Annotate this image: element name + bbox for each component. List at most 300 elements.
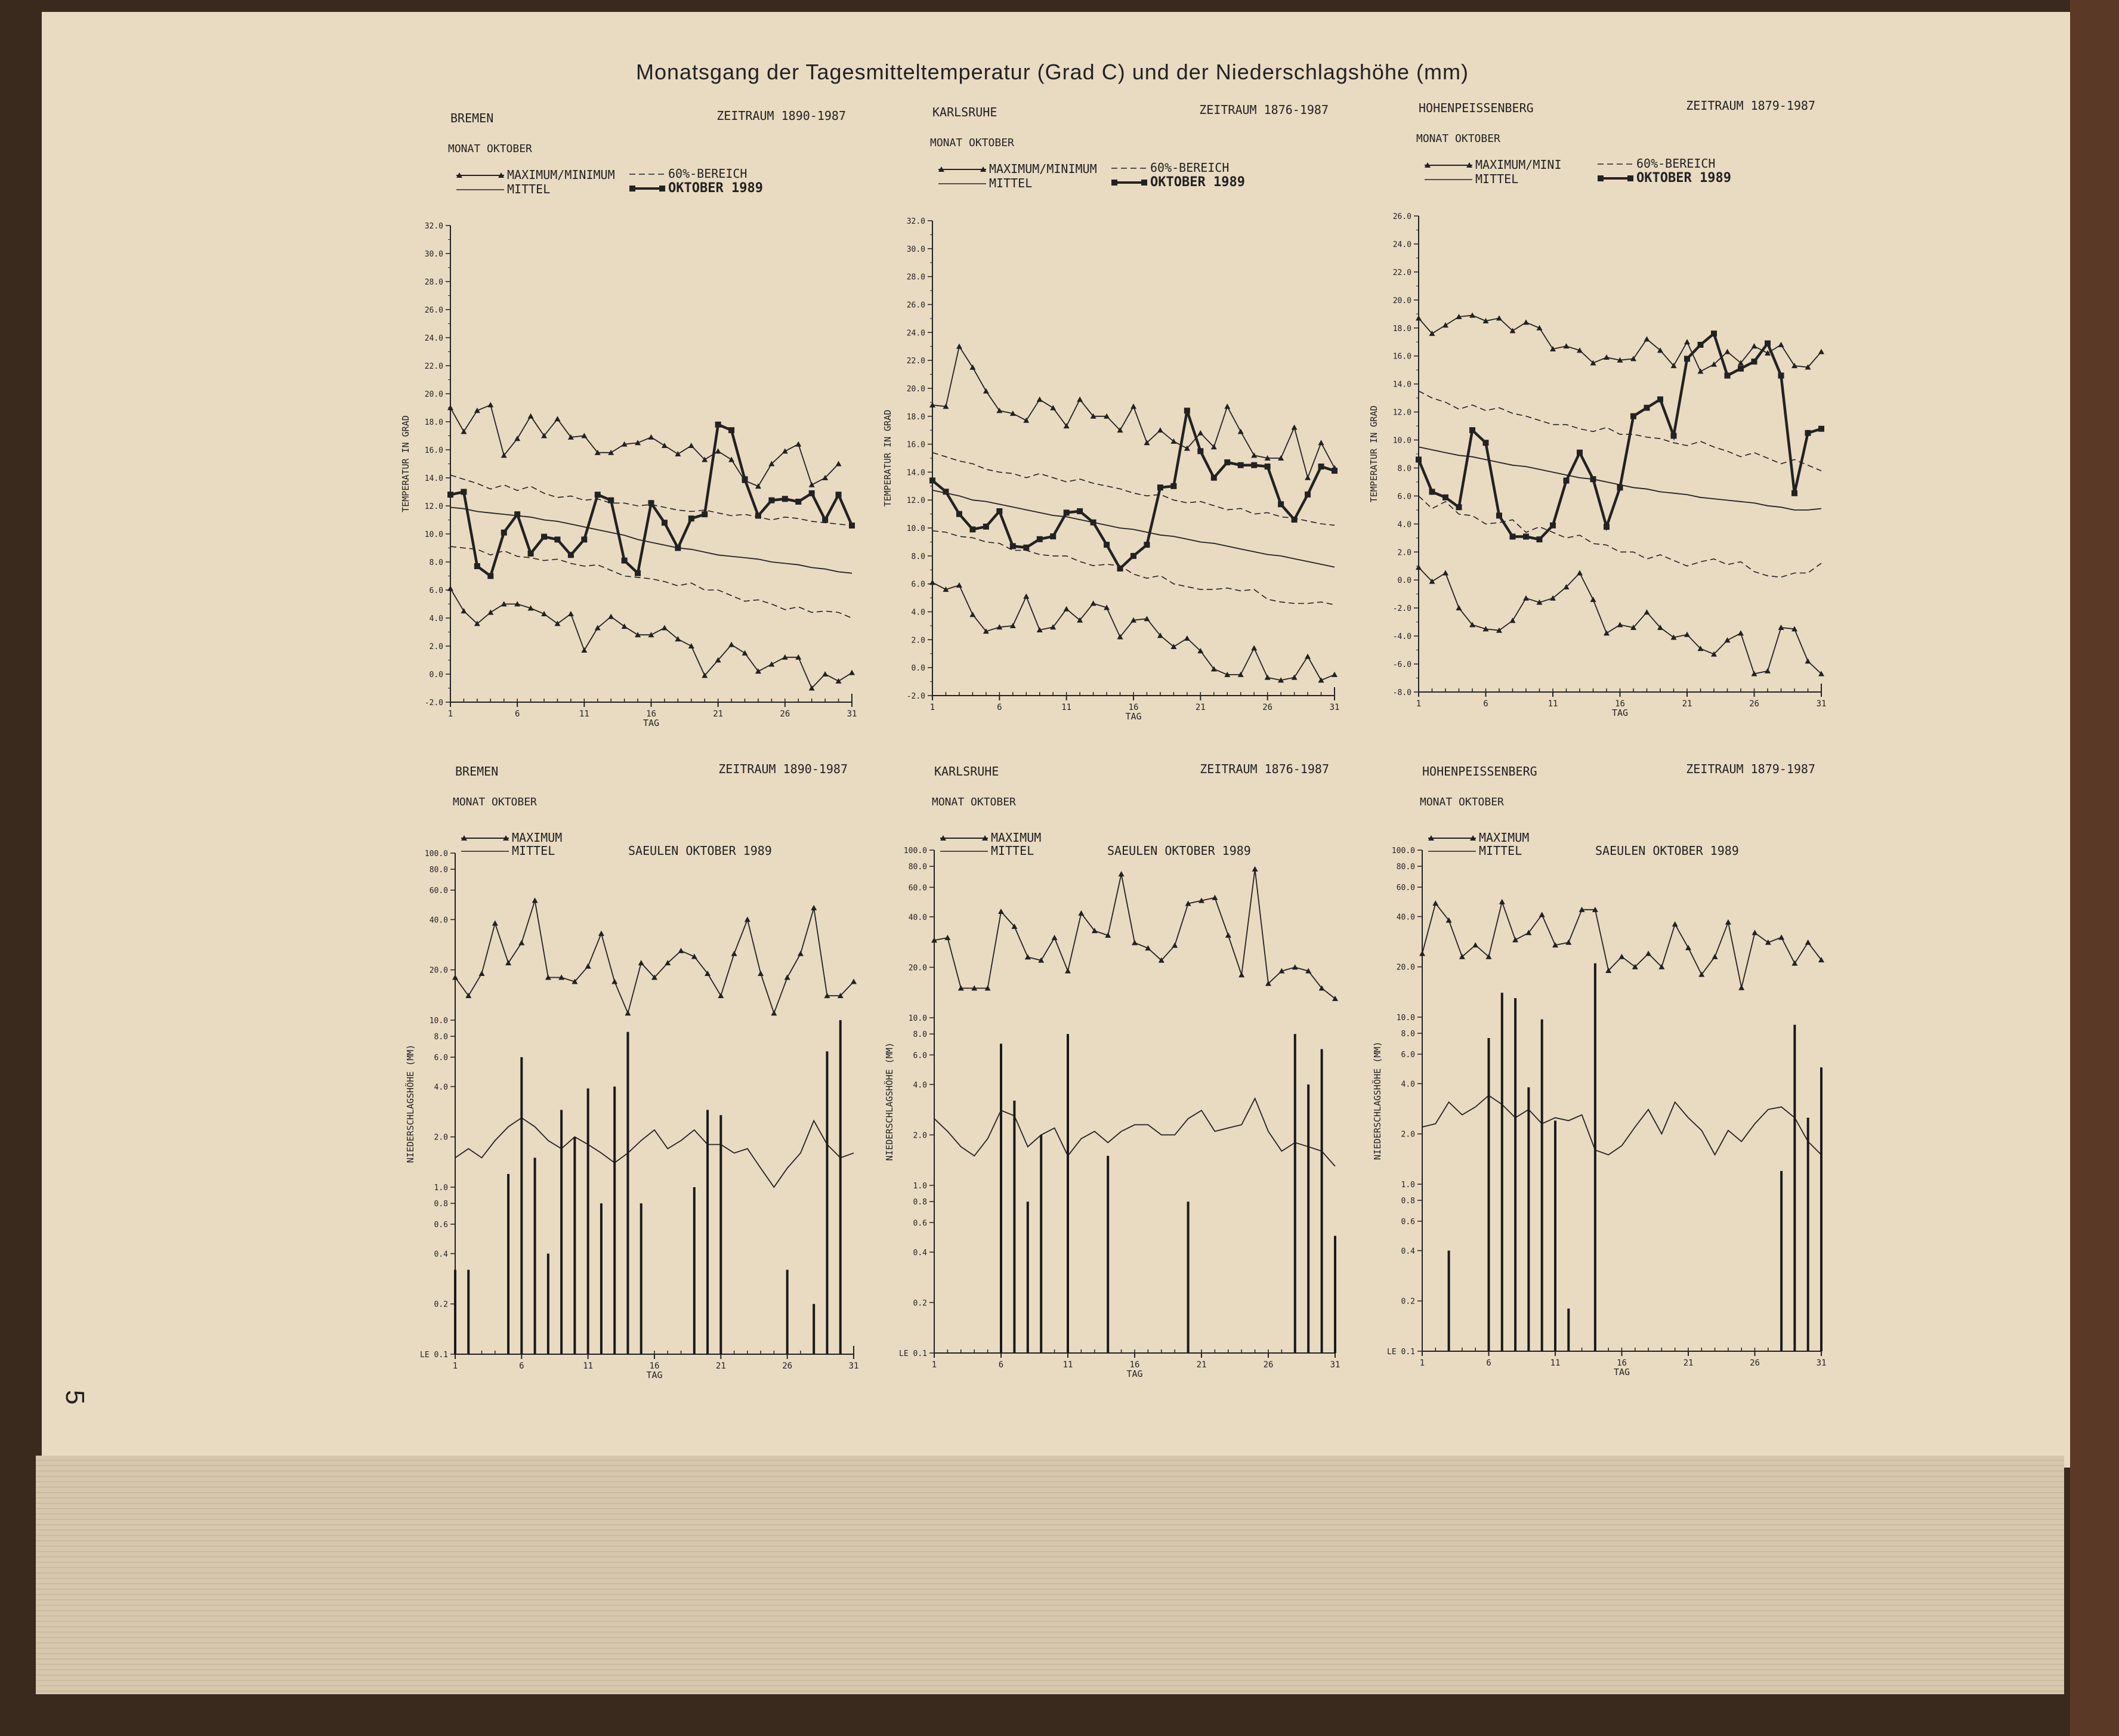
y-tick-label: 2.0 [911, 636, 925, 645]
y-tick-label: 4.0 [1401, 1080, 1415, 1089]
series-minimum-point [1765, 668, 1771, 674]
y-tick-label: 80.0 [908, 863, 927, 872]
series-oktober-1989-point [648, 500, 654, 506]
series-maximum-point [998, 909, 1004, 914]
series-maximum-point [731, 951, 737, 956]
y-tick-label: 14.0 [1392, 380, 1411, 390]
series-maximum-point [1065, 968, 1071, 974]
series-oktober-1989-point [501, 530, 507, 536]
x-tick-label: 26 [1262, 703, 1273, 712]
series-oktober-1989-point [1456, 504, 1462, 510]
series-maximum-point [1712, 954, 1718, 959]
series-oktober-1989-point [1144, 542, 1150, 548]
series-oktober-1989-point [1050, 533, 1056, 539]
period-label: ZEITRAUM 1876-1987 [1200, 762, 1329, 776]
series-maximum-point [532, 898, 538, 903]
series-oktober-1989-point [1211, 475, 1217, 481]
y-tick-label: 0.6 [1401, 1218, 1415, 1227]
y-tick-label: 24.0 [906, 329, 925, 338]
month-label: MONAT OKTOBER [453, 796, 537, 808]
series-minimum-point [1738, 630, 1744, 635]
y-tick-label: 0.6 [913, 1219, 927, 1228]
series-maximum-point [1442, 322, 1448, 328]
legend-label-maxmin: MAXIMUM/MINI [1475, 157, 1562, 172]
x-tick-label: 31 [1329, 703, 1340, 712]
y-tick-label: 8.0 [434, 1033, 448, 1042]
chart-1-bremen [400, 109, 857, 728]
series-maximum-point [771, 1010, 777, 1015]
legend-marker-1989 [1627, 175, 1633, 181]
series-oktober-1989-point [622, 558, 628, 564]
y-tick-label: 10.0 [1392, 436, 1411, 446]
series-oktober-1989-point [461, 489, 467, 495]
x-tick-label: 26 [1749, 699, 1759, 709]
y-tick-label: 1.0 [913, 1182, 927, 1191]
series-mittel [934, 1098, 1335, 1166]
series-maximum-point [1416, 315, 1422, 320]
legend-label-mittel: MITTEL [991, 844, 1034, 858]
station-name: KARLSRUHE [932, 105, 997, 119]
month-label: MONAT OKTOBER [448, 143, 532, 155]
y-tick-label: 10.0 [429, 1017, 448, 1025]
series-maximum-point [1432, 900, 1438, 906]
y-tick-label: 12.0 [906, 496, 925, 506]
series-oktober-1989-point [1644, 405, 1650, 411]
series-maximum-point [1318, 440, 1324, 445]
month-label: MONAT OKTOBER [932, 796, 1016, 808]
series-oktober-1989-point [1332, 468, 1337, 474]
chart-2-karlsruhe [882, 103, 1339, 722]
y-tick-label: 0.0 [911, 664, 925, 674]
y-tick-label: -2.0 [424, 699, 443, 708]
series-oktober-1989-point [1265, 464, 1271, 469]
series-minimum-point [1091, 600, 1096, 606]
x-tick-label: 16 [1617, 1358, 1627, 1368]
series-oktober-1989-point [1765, 341, 1771, 347]
legend-label-mittel: MITTEL [989, 176, 1033, 190]
x-tick-label: 1 [1419, 1358, 1425, 1368]
series-oktober-1989-point [1117, 566, 1123, 572]
series-maximum-point [1305, 475, 1311, 480]
series-60-bereich [450, 546, 852, 618]
series-minimum-point [1023, 594, 1029, 599]
month-label: MONAT OKTOBER [1420, 796, 1504, 808]
x-tick-label: 21 [1196, 1360, 1207, 1370]
series-maximum-point [1212, 895, 1218, 900]
series-minimum-point [1318, 677, 1324, 682]
series-maximum [1419, 316, 1821, 372]
series-maximum-point [1725, 349, 1731, 354]
series-oktober-1989-point [768, 498, 774, 503]
series-oktober-1989-point [1537, 536, 1543, 542]
legend-label-maxmin: MAXIMUM/MINIMUM [507, 168, 615, 182]
series-maximum-point [718, 993, 724, 998]
y-tick-label: 20.0 [1392, 296, 1411, 305]
series-minimum-point [822, 671, 828, 677]
series-oktober-1989-point [702, 511, 708, 517]
x-axis-label: TAG [646, 1370, 663, 1380]
y-axis-label: NIEDERSCHLAGSHÖHE (MM) [1372, 1041, 1383, 1160]
series-maximum-point [461, 428, 467, 434]
series-minimum-point [1305, 653, 1311, 659]
y-tick-label: 30.0 [906, 245, 925, 254]
period-label: ZEITRAUM 1890-1987 [718, 762, 848, 776]
series-maximum-point [1224, 403, 1230, 409]
y-tick-label: 0.0 [1397, 576, 1411, 586]
y-tick-label: 32.0 [424, 222, 443, 231]
y-tick-label: -2.0 [906, 692, 925, 701]
series-maximum-point [1292, 424, 1298, 430]
series-oktober-1989-point [1630, 413, 1636, 419]
series-oktober-1989-point [1077, 508, 1083, 514]
series-oktober-1989-point [983, 524, 989, 530]
series-maximum-point [678, 948, 684, 953]
series-oktober-1989-point [1483, 440, 1489, 446]
y-tick-label: 100.0 [424, 850, 448, 858]
y-tick-label: 18.0 [1392, 324, 1411, 333]
y-tick-label: 8.0 [913, 1030, 927, 1040]
series-maximum-point [983, 388, 989, 394]
series-minimum-point [1725, 637, 1731, 642]
series-oktober-1989-point [795, 499, 801, 505]
y-tick-label: 28.0 [906, 273, 925, 282]
legend-marker-1989 [1598, 175, 1604, 181]
series-oktober-1989-point [1590, 476, 1596, 482]
series-oktober-1989-point [822, 517, 828, 523]
x-tick-label: 6 [997, 703, 1002, 712]
series-oktober-1989-point [1778, 373, 1784, 379]
series-maximum-point [1644, 336, 1650, 342]
series-maximum-point [1252, 866, 1258, 872]
y-tick-label: 0.4 [434, 1250, 448, 1259]
series-maximum-point [1539, 912, 1545, 917]
series-oktober-1989-point [1711, 330, 1717, 336]
series-mittel [450, 507, 852, 573]
series-mittel [1422, 1095, 1821, 1155]
series-minimum-point [768, 662, 774, 667]
series-oktober-1989-point [1791, 490, 1797, 496]
x-axis-label: TAG [1125, 711, 1142, 722]
y-tick-label: 20.0 [429, 966, 448, 975]
y-tick-label: 0.2 [434, 1300, 448, 1309]
series-minimum-point [1184, 635, 1190, 641]
y-tick-label: 6.0 [434, 1054, 448, 1063]
legend-marker-1989 [659, 186, 665, 191]
series-maximum-point [1157, 427, 1163, 433]
y-tick-label: 2.0 [913, 1131, 927, 1141]
series-oktober-1989-point [1617, 484, 1623, 490]
y-tick-label: 20.0 [424, 390, 443, 399]
series-oktober-1989-point [715, 422, 721, 428]
legend-label-max: MAXIMUM [1479, 830, 1530, 845]
series-maximum-point [1752, 343, 1757, 348]
series-maximum-point [1564, 343, 1570, 348]
series-oktober-1989-point [581, 536, 587, 542]
series-oktober-1989-point [635, 570, 641, 576]
series-oktober-1989-point [1104, 542, 1110, 548]
series-maximum-point [688, 443, 694, 448]
y-tick-label: 6.0 [913, 1051, 927, 1061]
series-maximum-point [1238, 972, 1244, 977]
legend-label-60: 60%-BEREICH [1636, 156, 1716, 171]
series-60-bereich [1419, 391, 1821, 471]
x-tick-label: 11 [1062, 1360, 1073, 1370]
series-maximum-point [662, 443, 668, 448]
x-tick-label: 16 [1615, 699, 1625, 709]
x-tick-label: 6 [519, 1361, 524, 1371]
series-minimum [450, 589, 852, 688]
series-oktober-1989-point [688, 515, 694, 521]
series-maximum-point [1292, 964, 1298, 969]
series-oktober-1989-point [1657, 396, 1663, 402]
y-tick-label: 60.0 [1396, 884, 1415, 893]
series-maximum-point [728, 456, 734, 462]
series-maximum-point [691, 954, 697, 959]
x-tick-label: 6 [514, 709, 520, 719]
legend-label-mittel: MITTEL [1475, 172, 1519, 186]
series-oktober-1989-point [956, 511, 962, 517]
x-tick-label: 26 [782, 1361, 793, 1371]
series-maximum [932, 347, 1335, 478]
series-minimum-point [1590, 597, 1596, 602]
series-oktober-1989-point [1064, 509, 1070, 515]
y-tick-label: 20.0 [908, 963, 927, 973]
x-tick-label: 6 [1486, 1358, 1491, 1368]
x-tick-label: 16 [649, 1361, 660, 1371]
y-tick-label: 14.0 [424, 474, 443, 483]
y-tick-label: 14.0 [906, 468, 925, 478]
series-oktober-1989-point [1564, 478, 1570, 484]
y-tick-label: 16.0 [906, 440, 925, 450]
series-maximum-point [1132, 940, 1138, 945]
series-maximum-point [811, 905, 817, 910]
series-maximum-point [1251, 452, 1257, 458]
series-maximum [934, 869, 1335, 999]
series-oktober-1989-point [1442, 495, 1448, 501]
bars-label: SAEULEN OKTOBER 1989 [628, 844, 772, 858]
y-tick-label: 40.0 [1396, 913, 1415, 922]
y-tick-label: LE 0.1 [899, 1349, 927, 1358]
series-maximum-point [1037, 397, 1043, 402]
series-maximum-point [1685, 945, 1691, 950]
y-tick-label: 0.8 [1401, 1197, 1415, 1206]
month-label: MONAT OKTOBER [1416, 132, 1500, 145]
series-oktober-1989-point [487, 573, 493, 579]
station-name: HOHENPEISSENBERG [1422, 764, 1537, 779]
y-tick-label: 4.0 [434, 1083, 448, 1092]
y-tick-label: 100.0 [1391, 847, 1415, 855]
series-minimum-point [836, 678, 842, 684]
series-maximum-point [1818, 349, 1824, 354]
x-tick-label: 31 [848, 1361, 859, 1371]
y-tick-label: 80.0 [1396, 863, 1415, 872]
legend-marker-1989 [1111, 180, 1117, 186]
series-oktober-1989-point [1671, 433, 1677, 438]
series-maximum [455, 901, 854, 1014]
series-maximum-point [798, 951, 804, 956]
series-minimum-point [849, 670, 855, 675]
x-tick-label: 1 [452, 1361, 458, 1371]
series-oktober-1989-point [1010, 543, 1016, 549]
y-tick-label: 60.0 [908, 884, 927, 893]
y-tick-label: 2.0 [1397, 548, 1411, 558]
y-tick-label: 0.6 [434, 1221, 448, 1230]
series-minimum-point [688, 643, 694, 648]
series-oktober-1989-point [943, 489, 949, 495]
series-maximum-point [1023, 418, 1029, 423]
x-tick-label: 6 [998, 1360, 1004, 1370]
series-oktober-1989-point [541, 534, 547, 540]
series-minimum-point [929, 579, 935, 585]
series-maximum-point [1738, 985, 1744, 990]
series-maximum-point [836, 461, 842, 467]
y-tick-label: 1.0 [1401, 1181, 1415, 1190]
series-oktober-1989-point [568, 552, 574, 558]
x-tick-label: 16 [1129, 1360, 1140, 1370]
y-tick-label: 18.0 [424, 418, 443, 427]
series-oktober-1989-point [1224, 459, 1230, 465]
series-minimum-point [1456, 605, 1462, 610]
y-tick-label: -8.0 [1392, 688, 1411, 697]
series-oktober-1989-point [1738, 366, 1744, 372]
series-oktober-1989-point [996, 508, 1002, 514]
series-maximum-point [598, 931, 604, 936]
series-oktober-1989-point [1197, 448, 1203, 454]
series-maximum-point [1077, 397, 1083, 402]
series-oktober-1989-point [1805, 430, 1811, 436]
series-maximum-point [487, 402, 493, 407]
series-maximum-point [1791, 960, 1797, 966]
y-tick-label: 0.2 [1401, 1297, 1415, 1306]
series-oktober-1989-point [554, 536, 560, 542]
y-tick-label: 80.0 [429, 866, 448, 875]
series-maximum-point [1752, 930, 1758, 935]
y-axis-label: NIEDERSCHLAGSHÖHE (MM) [405, 1044, 416, 1163]
series-minimum [1419, 567, 1821, 674]
series-oktober-1989-point [1170, 483, 1176, 489]
series-maximum-point [1496, 315, 1502, 320]
series-maximum-point [1725, 919, 1731, 925]
month-label: MONAT OKTOBER [930, 137, 1014, 149]
y-tick-label: LE 0.1 [1387, 1348, 1415, 1357]
y-tick-label: 10.0 [908, 1014, 927, 1023]
series-maximum-point [1419, 951, 1425, 956]
x-tick-label: 31 [1816, 1358, 1827, 1368]
chart-3-hohenpeissenberg [1369, 98, 1826, 718]
series-oktober-1989 [932, 410, 1335, 569]
y-tick-label: 2.0 [434, 1133, 448, 1142]
bars-label: SAEULEN OKTOBER 1989 [1107, 844, 1251, 858]
x-tick-label: 16 [646, 709, 656, 719]
y-tick-label: 22.0 [424, 362, 443, 371]
x-tick-label: 11 [1547, 699, 1558, 709]
series-oktober-1989-point [1157, 484, 1163, 490]
series-oktober-1989-point [1725, 373, 1731, 379]
series-maximum-point [625, 1010, 631, 1015]
series-maximum-point [944, 935, 950, 940]
period-label: ZEITRAUM 1879-1987 [1686, 762, 1815, 776]
chart-6-hohenpeissenberg [1372, 762, 1826, 1377]
legend-label-mittel: MITTEL [507, 182, 551, 196]
y-tick-label: 0.8 [913, 1198, 927, 1207]
y-tick-label: 20.0 [906, 384, 925, 394]
x-tick-label: 26 [1750, 1358, 1760, 1368]
series-maximum-point [795, 441, 801, 447]
series-oktober-1989-point [742, 476, 748, 482]
series-minimum [932, 582, 1335, 680]
series-oktober-1989-point [1469, 427, 1475, 433]
x-tick-label: 11 [1061, 703, 1072, 712]
series-maximum-point [1238, 429, 1244, 434]
series-maximum-point [1523, 319, 1529, 325]
y-axis-label: TEMPERATUR IN GRAD [882, 409, 893, 507]
series-oktober-1989-point [1023, 545, 1029, 551]
x-axis-label: TAG [1611, 708, 1629, 718]
series-maximum-point [492, 920, 498, 926]
y-tick-label: 0.8 [434, 1200, 448, 1209]
y-tick-label: 28.0 [424, 278, 443, 287]
series-maximum-point [452, 975, 458, 980]
y-tick-label: 0.4 [913, 1248, 927, 1258]
y-tick-label: 8.0 [911, 552, 925, 561]
series-maximum-point [809, 482, 815, 487]
y-tick-label: 8.0 [1401, 1030, 1415, 1039]
series-mittel [1419, 447, 1821, 510]
series-60-bereich [1419, 496, 1821, 577]
series-minimum-point [1416, 564, 1422, 570]
series-minimum-point [1442, 570, 1448, 576]
series-oktober-1989-point [782, 496, 788, 502]
x-axis-label: TAG [643, 718, 660, 728]
y-tick-label: 40.0 [429, 916, 448, 925]
x-tick-label: 31 [1330, 1360, 1340, 1370]
series-minimum-point [447, 586, 453, 591]
y-tick-label: 16.0 [1392, 352, 1411, 362]
page-number: 5 [60, 1390, 89, 1405]
y-tick-label: 16.0 [424, 446, 443, 455]
series-maximum-point [1197, 430, 1203, 435]
series-maximum-point [956, 344, 962, 349]
y-tick-label: 6.0 [1401, 1051, 1415, 1060]
y-tick-label: 10.0 [424, 530, 443, 539]
series-oktober-1989-point [528, 551, 534, 557]
legend-label-1989: OKTOBER 1989 [1636, 171, 1731, 186]
series-maximum [1422, 902, 1821, 988]
y-tick-label: -6.0 [1392, 660, 1411, 670]
y-tick-label: 100.0 [903, 847, 927, 855]
series-minimum-point [969, 611, 975, 617]
series-oktober-1989-point [1251, 462, 1257, 468]
series-minimum-point [581, 647, 587, 653]
y-tick-label: 26.0 [906, 301, 925, 310]
y-tick-label: -4.0 [1392, 632, 1411, 642]
x-tick-label: 26 [1263, 1360, 1274, 1370]
legend-label-1989: OKTOBER 1989 [1150, 175, 1245, 190]
series-oktober-1989-point [755, 512, 761, 518]
series-oktober-1989-point [1510, 533, 1516, 539]
series-oktober-1989-point [1698, 342, 1704, 348]
series-maximum-point [1604, 354, 1610, 360]
series-oktober-1989-point [595, 492, 601, 498]
series-maximum-point [1778, 934, 1784, 940]
series-minimum-point [1523, 595, 1529, 601]
x-tick-label: 31 [847, 709, 857, 719]
series-maximum-point [1698, 369, 1704, 374]
series-minimum-point [1292, 675, 1298, 680]
legend-label-60: 60%-BEREICH [668, 166, 747, 181]
series-maximum-point [1225, 932, 1231, 938]
y-tick-label: 12.0 [1392, 408, 1411, 418]
